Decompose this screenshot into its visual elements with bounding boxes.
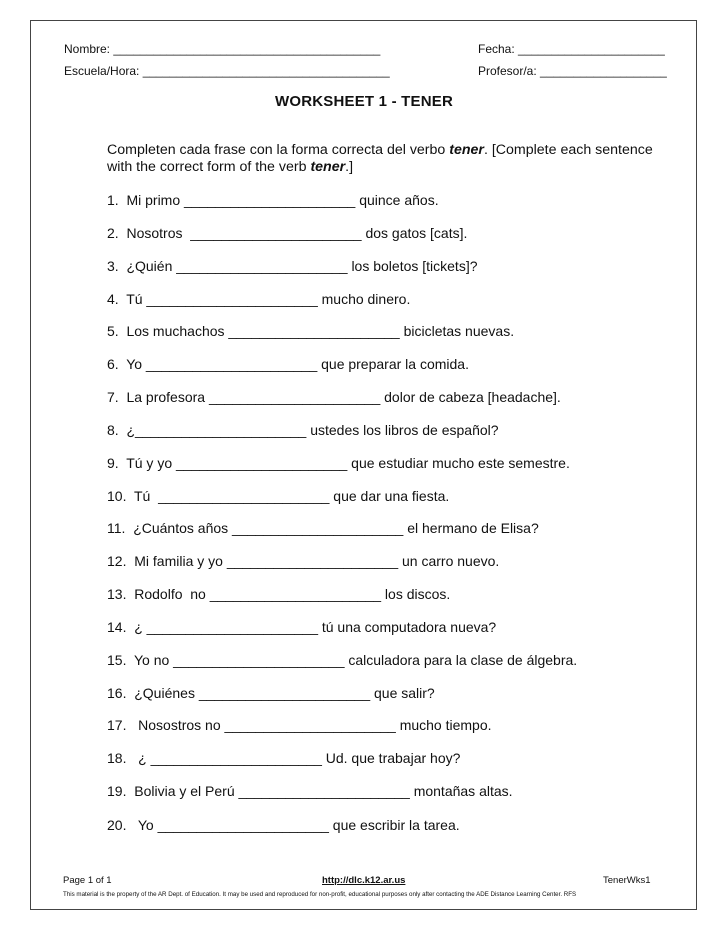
page-number: Page 1 of 1	[63, 875, 112, 886]
instructions-text-2: . [Complete each sentence	[483, 142, 653, 158]
fecha-field[interactable]: Fecha: ______________________	[478, 42, 665, 56]
document-code: TenerWks1	[603, 875, 651, 886]
exercise-item[interactable]: 5. Los muchachos ______________________ bicicletas nuevas.	[107, 323, 515, 339]
escuela-hora-field[interactable]: Escuela/Hora: _____________________________________	[64, 64, 390, 78]
exercise-item[interactable]: 17. Nosostros no ______________________ mucho tiempo.	[107, 717, 492, 733]
exercise-item[interactable]: 8. ¿______________________ ustedes los libros de español?	[107, 422, 499, 438]
worksheet-title: WORKSHEET 1 - TENER	[275, 93, 453, 110]
exercise-item[interactable]: 15. Yo no ______________________ calculadora para la clase de álgebra.	[107, 652, 578, 668]
exercise-item[interactable]: 20. Yo ______________________ que escribir la tarea.	[107, 817, 460, 833]
exercise-item[interactable]: 12. Mi familia y yo ______________________ un carro nuevo.	[107, 553, 500, 569]
exercise-item[interactable]: 1. Mi primo ______________________ quince años.	[107, 192, 439, 208]
exercise-item[interactable]: 4. Tú ______________________ mucho dinero.	[107, 291, 411, 307]
instructions-text-1: Completen cada frase con la forma correcta del verbo	[107, 142, 450, 158]
exercise-item[interactable]: 7. La profesora ______________________ dolor de cabeza [headache].	[107, 389, 561, 405]
footer-link[interactable]: http://dlc.k12.ar.us	[322, 875, 406, 886]
verb-emphasis-2: tener	[310, 159, 346, 175]
profesor-field[interactable]: Profesor/a: ___________________	[478, 64, 667, 78]
exercise-item[interactable]: 14. ¿ ______________________ tú una computadora nueva?	[107, 619, 497, 635]
exercise-item[interactable]: 9. Tú y yo ______________________ que estudiar mucho este semestre.	[107, 455, 570, 471]
exercise-item[interactable]: 2. Nosotros ______________________ dos gatos [cats].	[107, 225, 468, 241]
instructions-text-3: with the correct form of the verb	[107, 159, 311, 175]
nombre-field[interactable]: Nombre: ________________________________________	[64, 42, 381, 56]
exercise-item[interactable]: 13. Rodolfo no ______________________ los discos.	[107, 586, 451, 602]
fine-print: This material is the property of the AR Dept. of Education. It may be used and reproduced for non-profit, educational purposes only after contacting the ADE Distance Learning Center. RFS	[63, 891, 577, 898]
exercise-item[interactable]: 18. ¿ ______________________ Ud. que trabajar hoy?	[107, 750, 461, 766]
exercise-item[interactable]: 10. Tú ______________________ que dar una fiesta.	[107, 488, 450, 504]
exercise-item[interactable]: 11. ¿Cuántos años ______________________ el hermano de Elisa?	[107, 520, 539, 536]
instructions-text-4: .]	[345, 159, 354, 175]
verb-emphasis: tener	[449, 142, 484, 158]
exercise-item[interactable]: 3. ¿Quién ______________________ los boletos [tickets]?	[107, 258, 478, 274]
exercise-item[interactable]: 6. Yo ______________________ que preparar la comida.	[107, 356, 469, 372]
exercise-item[interactable]: 19. Bolivia y el Perú ______________________ montañas altas.	[107, 783, 513, 799]
instructions	[107, 142, 667, 176]
exercise-item[interactable]: 16. ¿Quiénes ______________________ que salir?	[107, 685, 435, 701]
